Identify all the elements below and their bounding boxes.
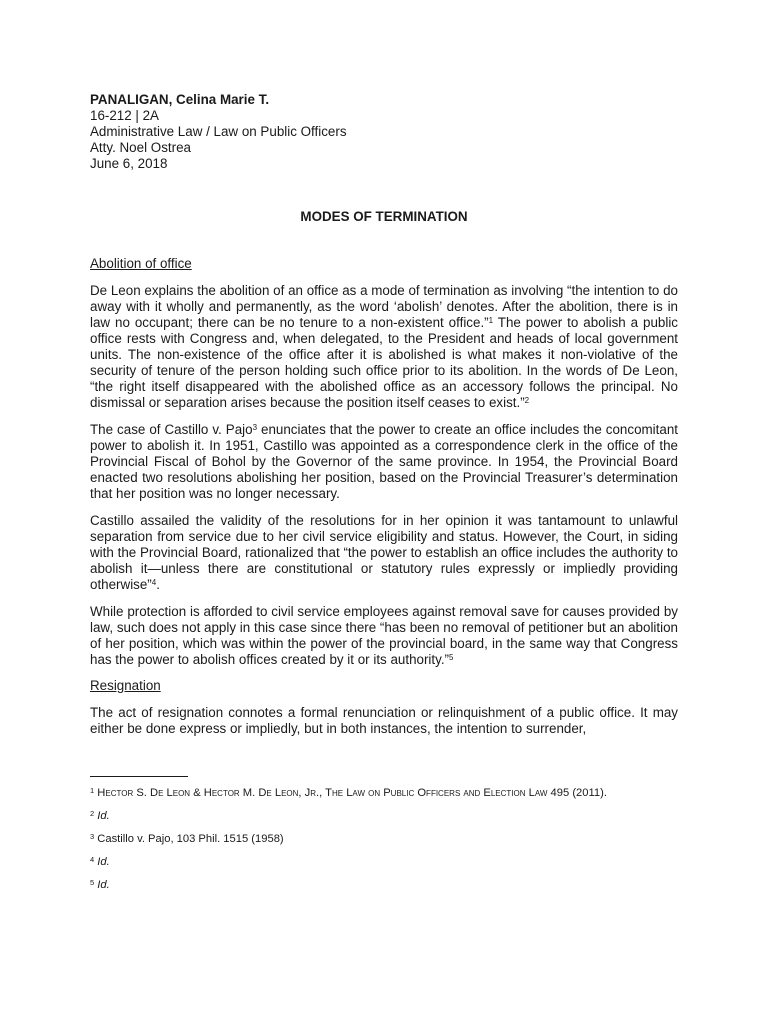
footnote-ref[interactable]: 4 — [151, 578, 157, 587]
footnote-5: $^5$ Id. — [90, 878, 110, 891]
section-heading-abolition: Abolition of office — [90, 256, 192, 271]
footnote-1: $^1$ Hector S. De Leon & Hector M. De Leon, Jr., The Law on Public Officers and Election Law 495 (2011). — [90, 786, 607, 799]
footnote-4: $^4$ Id. — [90, 855, 110, 868]
footnotes — [90, 786, 678, 901]
footnote-2: $^2$ Id. — [90, 809, 110, 822]
abolition-paragraph-4: While protection is afforded to civil service employees against removal save for causes provided by law, such does not apply in this case since there “has been no removal of petitioner but an abolition of her position, which was within the power of the provincial board, in the same way that Congress has the power to abolish offices created by it or its authority.”$^5$ — [90, 604, 678, 667]
author-name: PANALIGAN, Celina Marie T. — [90, 92, 270, 107]
professor-name: Atty. Noel Ostrea — [90, 140, 191, 155]
footnote-3: $^3$ Castillo v. Pajo, 103 Phil. 1515 (1958) — [90, 832, 284, 845]
footnote-ref[interactable]: 3 — [252, 423, 258, 432]
abolition-paragraph-1: De Leon explains the abolition of an office as a mode of termination as involving “the intention to do away with it wholly and permanently, as the word ‘abolish’ denotes. After the abolition, there is in law no occupant; there can be no tenure to a non-existent office.”$^1$ The power to abolish a public office rests with Congress and, when delegated, to the President and heads of local government units. The non-existence of the office after it is abolished is what makes it non-violative of the security of tenure of the person holding such office prior to its abolition. In the words of De Leon, “the right itself disappeared with the abolished office as an accessory follows the principal. No dismissal or separation arises because the position itself ceases to exist.”$^2$ — [90, 283, 678, 410]
document-page — [90, 92, 678, 737]
resignation-paragraph-1: The act of resignation connotes a formal renunciation or relinquishment of a public office. It may either be done express or impliedly, but in both instances, the intention to surrender, — [90, 705, 678, 736]
section-heading-resignation: Resignation — [90, 678, 161, 693]
footnote-divider — [90, 776, 188, 777]
footnote-ref[interactable]: 2 — [524, 396, 530, 405]
course-name: Administrative Law / Law on Public Officers — [90, 124, 347, 139]
document-date: June 6, 2018 — [90, 156, 168, 171]
document-title: MODES OF TERMINATION — [300, 209, 468, 224]
abolition-paragraph-2: The case of Castillo v. Pajo$^3$ enunciates that the power to create an office includes the concomitant power to abolish it. In 1951, Castillo was appointed as a correspondence clerk in the office of the Provincial Fiscal of Bohol by the Governor of the same province. In 1954, the Provincial Board enacted two resolutions abolishing her position, based on the Provincial Treasurer’s determination that her position was no longer necessary. — [90, 422, 678, 501]
abolition-paragraph-3: Castillo assailed the validity of the resolutions for in her opinion it was tantamount to unlawful separation from service due to her civil service eligibility and status. However, the Court, in siding with the Provincial Board, rationalized that “the power to establish an office includes the authority to abolish it—unless there are constitutional or statutory rules expressly or impliedly providing otherwise”$^4$. — [90, 513, 678, 592]
footnote-ref[interactable]: 1 — [488, 316, 494, 325]
footnote-ref[interactable]: 5 — [449, 653, 454, 662]
student-id-section: 16-212 | 2A — [90, 108, 159, 123]
